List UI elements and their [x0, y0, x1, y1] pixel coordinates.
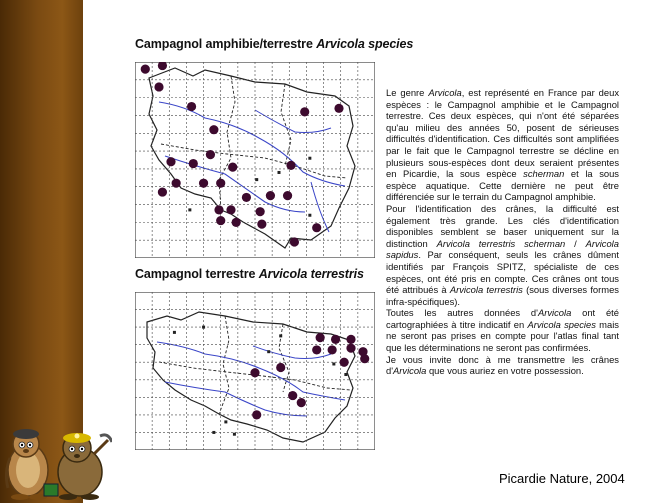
italic-run: Arvicola terrestris [449, 284, 523, 296]
italic-run: Arvicola [393, 365, 427, 377]
record-marker-small [233, 433, 236, 436]
text-run: . Par conséquent, seuls les crânes dûment identifiés par François SPITZ, spécialiste de ces espèces, ont été pris en compte. Ces crânes ont tous été attribués à [386, 249, 619, 296]
occurrence-dot [187, 102, 196, 111]
occurrence-dot [154, 82, 163, 91]
occurrence-dot [358, 347, 367, 356]
occurrence-dot [216, 179, 225, 188]
map2-title-main: Campagnol terrestre [135, 267, 256, 281]
occurrence-dot [250, 368, 259, 377]
occurrence-dot [290, 237, 299, 246]
occurrence-dot [297, 398, 306, 407]
italic-run: Arvicola terrestris scherman [436, 237, 566, 249]
occurrence-dot [328, 345, 337, 354]
occurrence-dot [209, 125, 218, 134]
occurrence-dot [346, 335, 355, 344]
italic-run: Arvicola [428, 87, 462, 98]
distribution-map-arvicola-terrestris [135, 292, 375, 450]
text-run: Je vous invite donc à me transmettre les crânes d' [386, 353, 619, 377]
record-marker-small [332, 362, 335, 365]
map1-title-species: Arvicola species [316, 37, 414, 51]
record-marker-small [224, 420, 227, 423]
italic-run: Arvicola species [527, 318, 596, 330]
department-boundary [219, 76, 235, 210]
occurrence-dot [166, 157, 175, 166]
occurrence-dot [172, 179, 181, 188]
occurrence-dot [283, 191, 292, 200]
occurrence-dot [206, 150, 215, 159]
record-marker-small [267, 350, 270, 353]
record-marker-small [255, 178, 258, 181]
italic-run: Arvicola [537, 307, 572, 319]
text-run: mais ne seront pas prises en compte pour l'atlas final tant que les déterminations ne seront pas confirmées. [386, 318, 619, 354]
text-run: Pour l'identification des crânes, la difficulté est également très grande. Les clés d'identification disponibles semblent se baser uniquement sur la distinction [386, 202, 619, 249]
explanatory-text [386, 87, 619, 377]
text-run: Toutes les autres données d' [386, 307, 538, 319]
record-marker-small [202, 326, 205, 329]
text-run: Le genre [386, 87, 429, 98]
occurrence-dot [312, 223, 321, 232]
record-marker-small [308, 214, 311, 217]
occurrence-dot [141, 65, 150, 74]
record-marker-small [278, 171, 281, 174]
record-marker-small [212, 431, 215, 434]
occurrence-dot [216, 216, 225, 225]
text-run: ont été cartographiées à titre indicatif en [386, 307, 619, 330]
map-ticks [173, 326, 347, 436]
occurrence-dot [242, 193, 251, 202]
paragraph-3 [386, 307, 619, 353]
occurrence-dot [266, 191, 275, 200]
paragraph-4 [386, 354, 619, 377]
occurrence-dot [189, 159, 198, 168]
occurrence-dot [340, 358, 349, 367]
occurrence-dot [158, 62, 167, 70]
record-marker-small [344, 373, 347, 376]
occurrence-dot [256, 207, 265, 216]
occurrence-dot [300, 107, 309, 116]
occurrence-dot [288, 391, 297, 400]
department-boundary [161, 144, 347, 178]
occurrence-dot [276, 363, 285, 372]
italic-run: Arvicola sapidus [386, 237, 619, 261]
map1-title-main: Campagnol amphibie/terrestre [135, 37, 313, 51]
record-marker-small [188, 208, 191, 211]
distribution-map-arvicola-species [135, 62, 375, 258]
text-run: / [565, 237, 586, 249]
map1-title [135, 37, 413, 51]
occurrence-dot [158, 187, 167, 196]
italic-run: scherman [523, 168, 565, 180]
credit-footer: Picardie Nature, 2004 [499, 471, 625, 486]
occurrence-dot [346, 344, 355, 353]
occurrence-dot [331, 335, 340, 344]
text-run: que vous auriez en votre possession. [426, 365, 584, 377]
paragraph-2 [386, 203, 619, 307]
map2-title-species: Arvicola terrestris [258, 267, 364, 281]
text-run: , est représenté en France par deux espèces : le Campagnol amphibie et le Campagnol terrestre. Ces deux espèces, qui n'ont été séparées qu'au milieu des années 50, posent de sérieuses difficultés d'identification. Ces difficultés sont amplifiées par le fait que le Campagnol terrestre se décline en plusieurs sous-espèces dont deux seraient présentes en Picardie, la sous espèce [386, 87, 620, 180]
text-run: et la sous espèce aquatique. Cette dernière ne peut être différenciée sur le terrain du Campagnol amphibie. [386, 168, 619, 203]
map-dots [141, 62, 344, 247]
occurrence-dot [232, 218, 241, 227]
occurrence-dot [334, 104, 343, 113]
mascot-illustration [2, 418, 112, 500]
occurrence-dot [286, 161, 295, 170]
record-marker-small [279, 334, 282, 337]
occurrence-dot [316, 333, 325, 342]
occurrence-dot [214, 205, 223, 214]
occurrence-dot [199, 179, 208, 188]
text-run: (sous diverses formes infra-spécifiques). [386, 284, 619, 307]
occurrence-dot [257, 220, 266, 229]
occurrence-dot [312, 345, 321, 354]
river [165, 382, 307, 416]
river [255, 110, 331, 133]
occurrence-dot [226, 205, 235, 214]
paragraph-1 [386, 87, 619, 203]
occurrence-dot [252, 410, 261, 419]
river [159, 102, 345, 186]
map2-title [135, 267, 364, 281]
record-marker-small [173, 331, 176, 334]
occurrence-dot [228, 163, 237, 172]
record-marker-small [308, 157, 311, 160]
